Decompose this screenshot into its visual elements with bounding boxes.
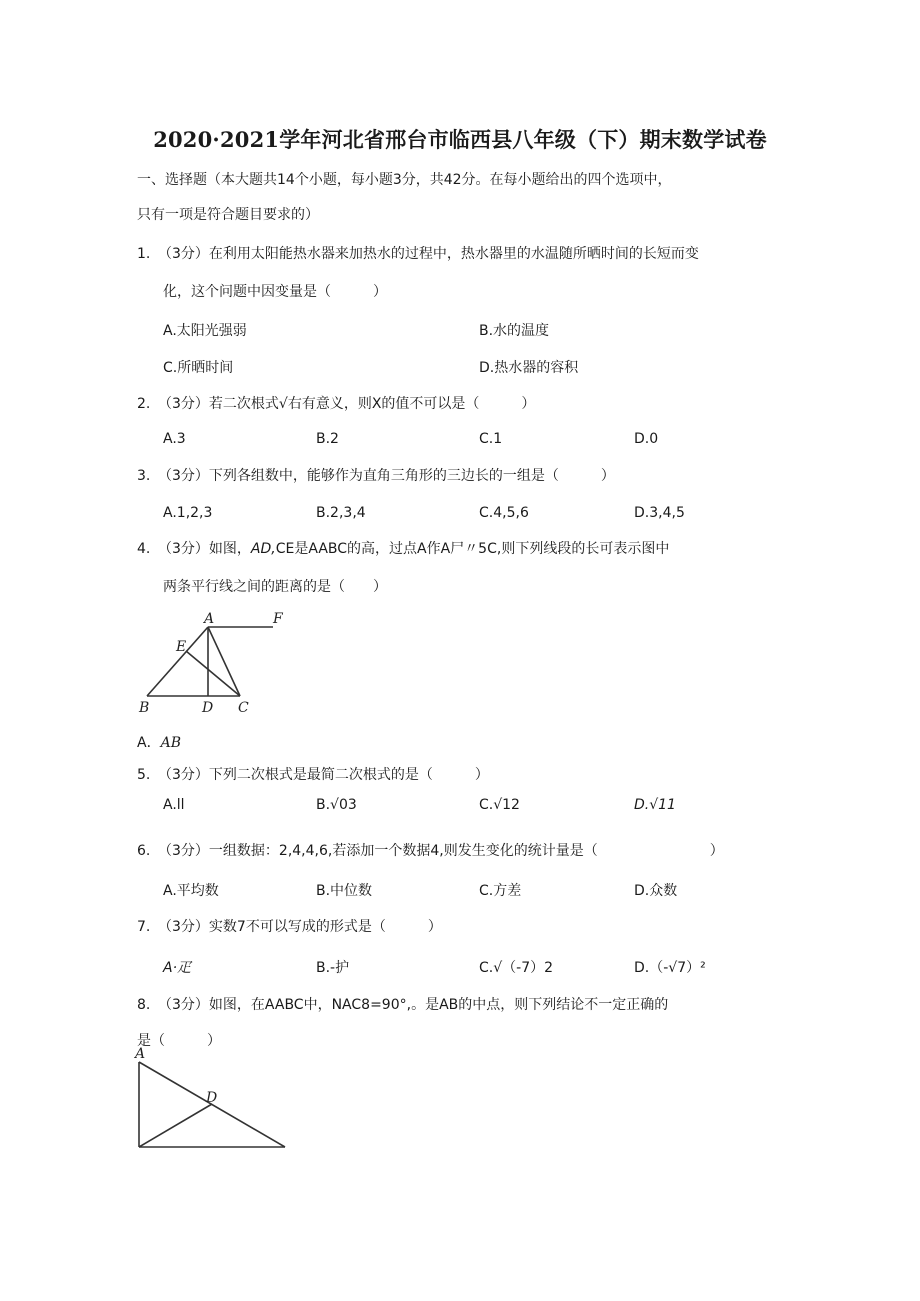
question-7-option-d: D.（-√7）² [634, 960, 706, 976]
question-3-option-b: B.2,3,4 [316, 505, 366, 521]
question-8-figure [130, 1044, 295, 1154]
question-3-number: 3. [137, 468, 151, 484]
question-7-option-b: B.-护 [316, 960, 350, 976]
question-6-option-b: B.中位数 [316, 883, 373, 899]
question-5-option-d: D.√11 [634, 797, 676, 813]
question-4-answer-italic: AB [160, 735, 181, 751]
question-1-option-d: D.热水器的容积 [479, 360, 579, 376]
question-4-number: 4. [137, 541, 151, 557]
question-7-number: 7. [137, 919, 151, 935]
question-5-number: 5. [137, 767, 151, 783]
question-3-text: （3分）下列各组数中，能够作为直角三角形的三边长的一组是（ ） [158, 468, 615, 484]
question-1-text-line1: （3分）在利用太阳能热水器来加热水的过程中，热水器里的水温随所晒时间的长短而变 [158, 246, 699, 262]
question-6-option-a: A.平均数 [163, 883, 219, 899]
question-2-option-a: A.3 [163, 431, 186, 447]
question-1-text-line2: 化，这个问题中因变量是（ ） [163, 284, 387, 300]
question-4-text-pre: （3分）如图， [158, 541, 251, 557]
question-1-option-c: C.所晒时间 [163, 360, 234, 376]
label-d: D [202, 700, 214, 716]
question-3-option-a: A.1,2,3 [163, 505, 213, 521]
question-7-option-a: A·疋 [163, 960, 192, 976]
label-e: E [176, 639, 187, 655]
question-8-text-line1: （3分）如图，在AABC中，NAC8=90°,。是AB的中点，则下列结论不一定正确的 [158, 997, 669, 1013]
question-4-text-line1 [158, 539, 669, 559]
question-7-option-c: C.√（-7）2 [479, 960, 554, 976]
question-4-text-italic: AD, [250, 541, 276, 557]
question-1-option-b: B.水的温度 [479, 323, 550, 339]
question-6-number: 6. [137, 843, 151, 859]
question-6-option-c: C.方差 [479, 883, 522, 899]
question-5-option-b: B.√03 [316, 797, 357, 813]
question-2-option-c: C.1 [479, 431, 503, 447]
question-3-option-d: D.3,4,5 [634, 505, 685, 521]
question-5-text: （3分）下列二次根式是最简二次根式的是（ ） [158, 767, 489, 783]
label-c: C [238, 700, 249, 716]
question-2-text: （3分）若二次根式√右有意义，则X的值不可以是（ ） [158, 396, 536, 412]
question-4-text-line2: 两条平行线之间的距离的是（ ） [163, 579, 387, 595]
label-d: D [206, 1090, 218, 1106]
question-4-answer [137, 733, 181, 753]
question-4-answer-prefix: A． [137, 735, 161, 751]
question-7-text: （3分）实数7不可以写成的形式是（ ） [158, 919, 442, 935]
question-3-option-c: C.4,5,6 [479, 505, 529, 521]
label-a: A [204, 611, 215, 627]
question-6-text: （3分）一组数据：2,4,4,6,若添加一个数据4,则发生变化的统计量是（ ） [158, 843, 724, 859]
label-b: B [139, 700, 150, 716]
question-2-option-b: B.2 [316, 431, 339, 447]
question-2-number: 2. [137, 396, 151, 412]
question-2-option-d: D.0 [634, 431, 659, 447]
label-f: F [273, 611, 283, 627]
label-a: A [135, 1046, 146, 1062]
section-header-line1: 一、选择题（本大题共14个小题，每小题3分，共42分。在每小题给出的四个选项中， [137, 172, 672, 188]
question-5-option-a: A.ll [163, 797, 185, 813]
question-4-figure [130, 608, 300, 720]
section-header-line2: 只有一项是符合题目要求的） [137, 207, 319, 223]
line-ce [186, 651, 240, 696]
line-ac [208, 627, 240, 696]
question-1-option-a: A.太阳光强弱 [163, 323, 247, 339]
question-8-text-line2: 是（ ） [137, 1033, 221, 1049]
question-4-text-post: CE是AABC的高，过点A作A尸〃5C,则下列线段的长可表示图中 [275, 541, 670, 557]
question-5-option-c: C.√12 [479, 797, 520, 813]
question-8-number: 8. [137, 997, 151, 1013]
line-cd [139, 1104, 212, 1147]
question-6-option-d: D.众数 [634, 883, 678, 899]
page-title: 2020·2021学年河北省邢台市临西县八年级（下）期末数学试卷 [153, 127, 767, 152]
question-1-number: 1. [137, 246, 151, 262]
